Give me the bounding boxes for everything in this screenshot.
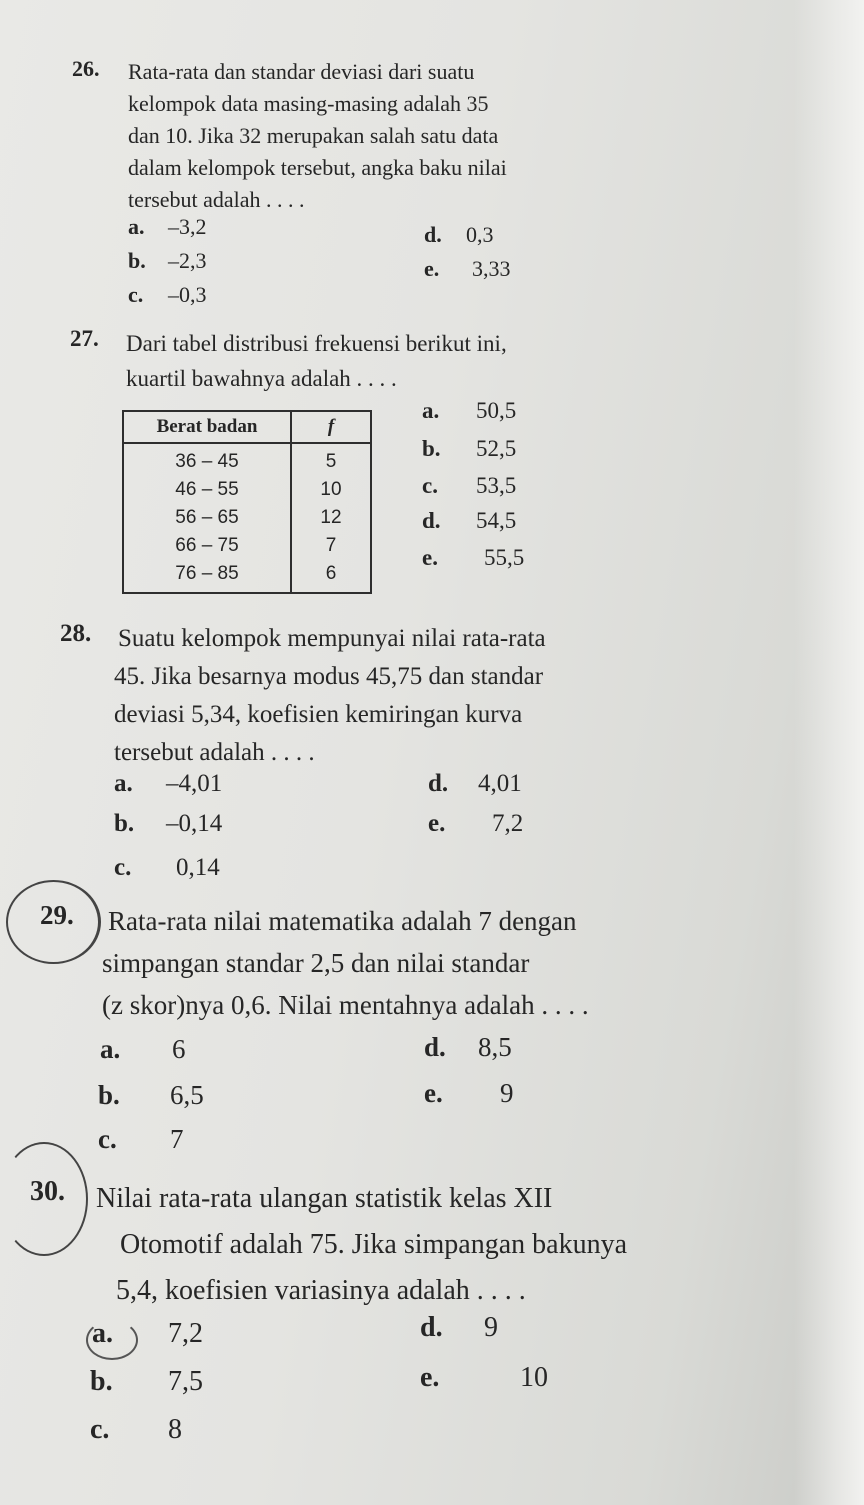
option-a: a. –3,2 (128, 214, 207, 239)
option-e: e. 9 (424, 1078, 514, 1108)
option-b: b. 52,5 (422, 436, 517, 461)
table-row: 76 – 85 6 (123, 560, 371, 593)
header-f: f (291, 411, 371, 443)
table-row: 66 – 75 7 (123, 532, 371, 560)
option-c: c. 8 (90, 1414, 182, 1445)
option-a: a. –4,01 (114, 770, 223, 797)
option-a: a. 7,2 (92, 1318, 203, 1349)
question-stem: Rata-rata nilai matematika adalah 7 dengan simpangan standar 2,5 dan nilai standar (z skor)nya 0,6. Nilai mentahnya adalah . . . . (102, 906, 589, 1020)
table-header-row (123, 411, 371, 443)
question-stem: Rata-rata dan standar deviasi dari suatu kelompok data masing-masing adalah 35 dan 10. Jika 32 merupakan salah satu data dalam kelompok tersebut, angka baku nilai tersebut adalah . . . . (128, 59, 507, 212)
question-stem: Nilai rata-rata ulangan statistik kelas XII Otomotif adalah 75. Jika simpangan bakunya 5,4, koefisien variasinya adalah . . . . (96, 1183, 627, 1306)
option-c: c. 53,5 (422, 473, 517, 498)
option-d: d. 8,5 (424, 1032, 512, 1062)
question-stem: Dari tabel distribusi frekuensi berikut ini, kuartil bawahnya adalah . . . . (126, 331, 507, 391)
table-row: 36 – 45 5 (123, 443, 371, 476)
question-number: 28. (60, 620, 92, 647)
option-c: c. –0,3 (128, 282, 207, 307)
option-b: b. 7,5 (90, 1366, 203, 1397)
header-berat-badan: Berat badan (123, 411, 291, 443)
frequency-table (122, 410, 372, 594)
option-d: d. 0,3 (424, 222, 494, 247)
question-number: 30. (30, 1176, 65, 1207)
table-row: 56 – 65 12 (123, 504, 371, 532)
question-number: 27. (70, 326, 99, 351)
question-number: 26. (72, 56, 100, 81)
table-row: 46 – 55 10 (123, 476, 371, 504)
option-b: b. 6,5 (98, 1080, 204, 1110)
option-e: e. 55,5 (422, 545, 525, 570)
option-e: e. 7,2 (428, 810, 524, 837)
option-d: d. 9 (420, 1312, 498, 1343)
option-d: d. 54,5 (422, 508, 517, 533)
option-c: c. 7 (98, 1124, 184, 1154)
option-c: c. 0,14 (114, 854, 220, 881)
option-b: b. –0,14 (114, 810, 223, 837)
option-a: a. 6 (100, 1034, 186, 1064)
option-d: d. 4,01 (428, 770, 522, 797)
option-e: e. 3,33 (424, 256, 511, 281)
page-edge-shadow (794, 0, 864, 1505)
option-e: e. 10 (420, 1362, 548, 1393)
option-a: a. 50,5 (422, 398, 517, 423)
question-stem: Suatu kelompok mempunyai nilai rata-rata 45. Jika besarnya modus 45,75 dan standar deviasi 5,34, koefisien kemiringan kurva tersebut adalah . . . . (114, 625, 546, 766)
option-b: b. –2,3 (128, 248, 207, 273)
question-number: 29. (40, 900, 74, 930)
